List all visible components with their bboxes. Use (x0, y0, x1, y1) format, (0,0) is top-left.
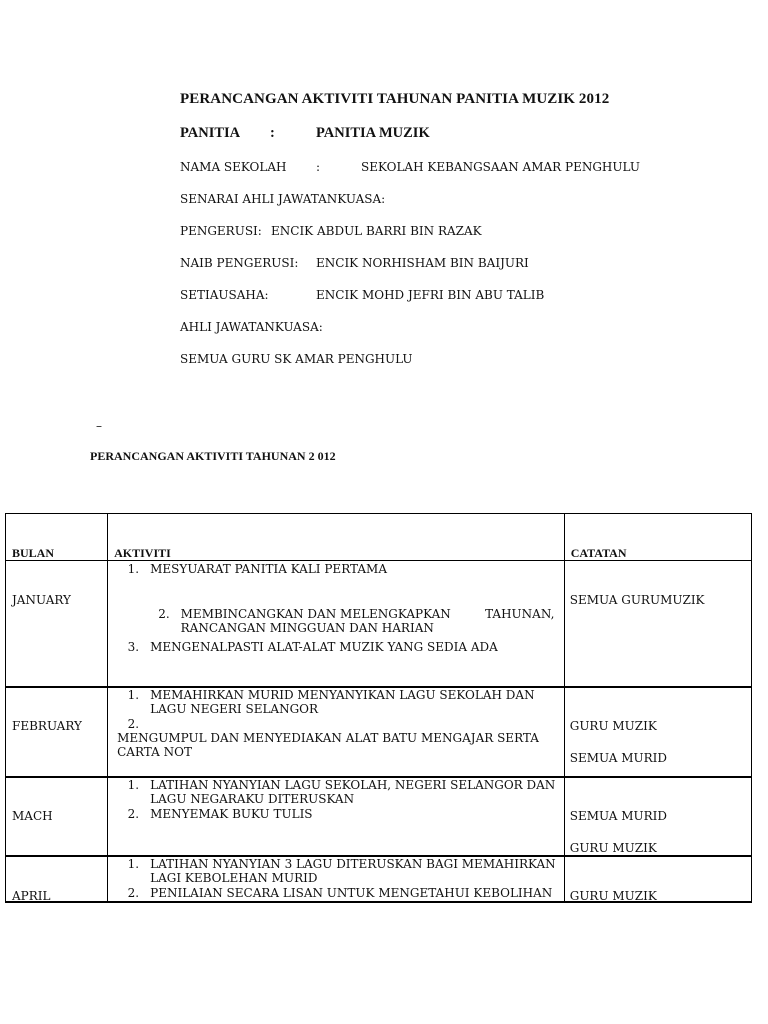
notes-cell (564, 777, 751, 856)
document-title: PERANCANGAN AKTIVITI TAHUNAN PANITIA MUZIK 2012 (180, 91, 610, 107)
month-cell (6, 561, 108, 687)
table-row (6, 856, 752, 902)
table-row (6, 777, 752, 856)
table-row (6, 687, 752, 777)
senarai-ahli-label: SENARAI AHLI JAWATANKUASA: (180, 192, 386, 206)
setiausaha-label: SETIAUSAHA: (180, 288, 269, 302)
activity-number: 2. (127, 885, 140, 900)
note-text: SEMUA MURID (569, 808, 668, 823)
activity-text: MENGUMPUL DAN MENYEDIAKAN ALAT BATU MENGAJAR SERTA CARTA NOT (117, 730, 539, 759)
setiausaha-value: ENCIK MOHD JEFRI BIN ABU TALIB (316, 288, 545, 302)
naib-pengerusi-value: ENCIK NORHISHAM BIN BAIJURI (316, 256, 529, 270)
note-text: SEMUA MURID (569, 750, 668, 765)
activity-number: 2. (158, 607, 170, 621)
activity-item (117, 562, 387, 576)
dash-mark: – (96, 419, 102, 433)
month-cell (6, 856, 108, 902)
nama-sekolah-value: SEKOLAH KEBANGSAAN AMAR PENGHULU (361, 160, 640, 174)
activity-item (117, 886, 552, 900)
month-label: FEBRUARY (12, 718, 82, 733)
activity-text: LATIHAN NYANYIAN 3 LAGU DITERUSKAN BAGI MEMAHIRKAN LAGI KEBOLEHAN MURID (150, 856, 556, 885)
activities-cell (108, 777, 565, 856)
activity-text: MENYEMAK BUKU TULIS (150, 806, 313, 821)
activity-item (117, 807, 312, 821)
panitia-colon: : (270, 125, 275, 141)
header-cell-bulan (6, 514, 108, 561)
pengerusi-label: PENGERUSI: (180, 224, 262, 238)
activity-text: MENGENALPASTI ALAT-ALAT MUZIK YANG SEDIA ADA (150, 640, 498, 654)
activity-number: 1. (127, 777, 140, 792)
notes-cell (564, 561, 751, 687)
activity-item (117, 857, 556, 885)
semua-guru-line: SEMUA GURU SK AMAR PENGHULU (180, 352, 413, 366)
pengerusi-value: ENCIK ABDUL BARRI BIN RAZAK (271, 224, 482, 238)
activity-number: 2. (127, 806, 140, 821)
header-catatan: CATATAN (570, 546, 627, 560)
activity-text: MEMBINCANGKAN DAN MELENGKAPKAN TAHUNAN, RANCANGAN MINGGUAN DAN HARIAN (180, 607, 555, 635)
activity-number: 2. (127, 716, 140, 731)
month-cell (6, 687, 108, 777)
activity-text: MEMAHIRKAN MURID MENYANYIKAN LAGU SEKOLAH DAN LAGU NEGERI SELANGOR (150, 687, 535, 716)
activity-text: LATIHAN NYANYIAN LAGU SEKOLAH, NEGERI SELANGOR DAN LAGU NEGARAKU DITERUSKAN (150, 777, 556, 806)
month-label: MACH (12, 808, 53, 823)
activities-cell (108, 687, 565, 777)
month-label: JANUARY (12, 593, 71, 607)
nama-sekolah-colon: : (316, 160, 321, 174)
activity-item (117, 717, 564, 759)
nama-sekolah-label: NAMA SEKOLAH (180, 160, 287, 174)
activity-number: 1. (127, 562, 140, 576)
activities-cell (108, 856, 565, 902)
activity-item (117, 778, 555, 806)
note-text: GURU MUZIK (569, 718, 657, 733)
notes-cell (564, 856, 751, 902)
section-subtitle: PERANCANGAN AKTIVITI TAHUNAN 2 012 (90, 449, 336, 463)
header-cell-catatan (564, 514, 751, 561)
table-header-row (6, 514, 752, 561)
month-label: APRIL (12, 888, 51, 903)
header-aktiviti: AKTIVITI (114, 546, 171, 560)
panitia-label: PANITIA (180, 125, 241, 141)
activity-text: MESYUARAT PANITIA KALI PERTAMA (150, 562, 387, 576)
activity-item (117, 640, 498, 654)
month-cell (6, 777, 108, 856)
notes-cell (564, 687, 751, 777)
header-bulan: BULAN (12, 546, 55, 560)
activity-plan-table (5, 513, 752, 903)
header-cell-aktiviti (108, 514, 565, 561)
panitia-value: PANITIA MUZIK (316, 125, 430, 141)
note-text: GURU MUZIK (569, 840, 657, 855)
note-text: GURU MUZIK (569, 888, 657, 903)
naib-pengerusi-label: NAIB PENGERUSI: (180, 256, 299, 270)
activity-number: 1. (127, 856, 140, 871)
table-row (6, 561, 752, 687)
note-text: SEMUA GURUMUZIK (569, 593, 705, 607)
activities-cell (108, 561, 565, 687)
activity-text: PENILAIAN SECARA LISAN UNTUK MENGETAHUI KEBOLIHAN (150, 885, 553, 900)
activity-number: 1. (127, 687, 140, 702)
ahli-jawatankuasa-label: AHLI JAWATANKUASA: (180, 320, 323, 334)
activity-item (117, 688, 534, 716)
activity-number: 3. (127, 640, 140, 654)
